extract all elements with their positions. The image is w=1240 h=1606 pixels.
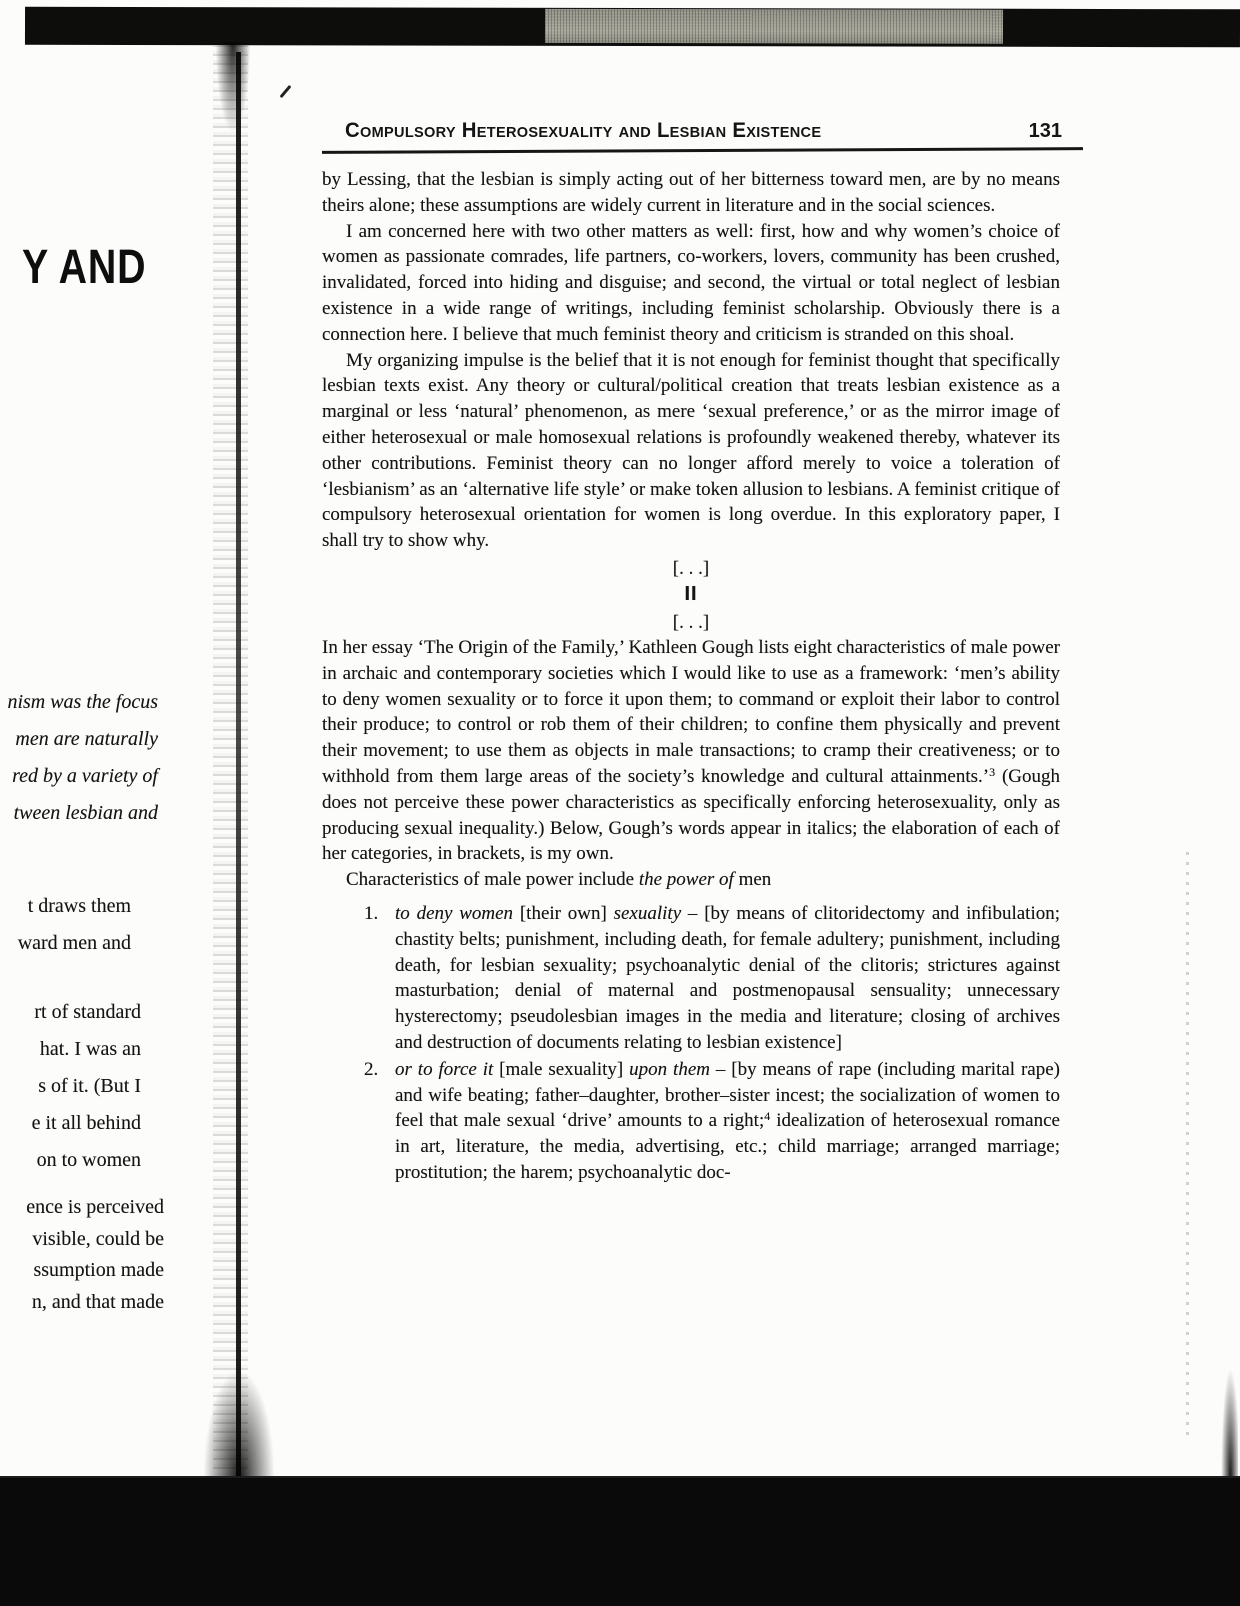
margin-fragment: men are naturally (15, 728, 158, 750)
margin-fragment: on to women (36, 1149, 141, 1171)
paragraph-text: Characteristics of male power include (346, 869, 639, 891)
italic-phrase: upon them (629, 1058, 710, 1080)
margin-fragment: tween lesbian and (13, 802, 158, 824)
margin-fragment: ence is perceived (26, 1196, 164, 1218)
margin-fragment: ward men and (17, 932, 131, 954)
list-item-text: [male sexuality] (493, 1058, 630, 1080)
paragraph (322, 635, 1060, 867)
list-item-number: 1. (364, 902, 379, 924)
paragraph-text: In her essay ‘The Origin of the Family,’ Kathleen Gough lists eight characteristics of male power in archaic and contemporary societies which I would like to use as a framework: ‘men’s ability to deny women sexuality or to force it upon them; to command or exploit their labor to control their produce; to control or rob them of their children; to confine them physically and prevent their movement; to use them as objects in male transactions; to cramp their creativeness; or to withhold from them large areas of the society’s knowledge and cultural attainments.’ (322, 636, 1060, 787)
paragraph-text: (Gough does not perceive these power characteristics as specifically enforcing heterosexuality, only as producing sexual inequality.) Below, Gough’s words appear in italics; the elaboration of each of her categories, in brackets, is my own. (322, 765, 1060, 865)
margin-fragment-group-a (0, 888, 131, 962)
book-gutter-line (236, 52, 241, 1476)
page-edge-dotted-line (1186, 845, 1189, 1435)
paragraph-list-lead (322, 867, 1060, 893)
paragraph: I am concerned here with two other matters as well: first, how and why women’s choice of women as passionate comrades, life partners, co-workers, lovers, community has been crushed, invalidated, forced into hiding and disguise; and second, the virtual or total neglect of lesbian existence in a wide range of writings, including feminist scholarship. Obviously there is a connection here. I believe that much feminist theory and criticism is stranded on this shoal. (322, 220, 1060, 345)
page-edge-shadow-right (1218, 1332, 1238, 1478)
paragraph-continuation: by Lessing, that the lesbian is simply acting out of her bitterness toward men, are by no means theirs alone; these assumptions are widely current in literature and in the social sciences. (322, 169, 1060, 216)
list-item-1 (364, 901, 1060, 1056)
margin-fragment: nism was the focus (7, 691, 158, 713)
list-item-2 (364, 1057, 1060, 1186)
ellipsis-marker: [. . .] (672, 557, 710, 579)
scan-top-bar-gray-patch (545, 9, 1003, 44)
footnote-ref-4: 4 (764, 1109, 771, 1124)
list-item-text: – [by means of rape (including marital rape) and wife beating; father–daughter, brother–sister incest; the socialization of women to feel that male sexual ‘drive’ amounts to a right; (395, 1058, 1060, 1132)
page-number: 131 (1028, 120, 1062, 142)
margin-fragment: s of it. (But I (38, 1075, 141, 1097)
margin-fragment: red by a variety of (12, 765, 158, 787)
body-text-column (322, 167, 1060, 1186)
margin-fragment-group-italic (0, 684, 158, 832)
footnote-ref-3: 3 (989, 764, 996, 779)
book-gutter-shadow-bottom (194, 1328, 284, 1478)
section-number: II (684, 582, 698, 605)
margin-fragment-group-c (0, 1192, 164, 1318)
margin-fragment-group-b (0, 994, 141, 1179)
italic-phrase: to deny women (395, 902, 514, 924)
running-header (345, 119, 1062, 143)
margin-fragment: ssumption made (33, 1259, 164, 1281)
ellipsis-marker: [. . .] (672, 611, 710, 633)
list-item-text: [their own] (513, 902, 614, 924)
italic-phrase: the power of (638, 869, 734, 891)
italic-phrase: or to force it (395, 1058, 494, 1080)
list-item-text: idealization of heterosexual romance in art, literature, the media, advertising, etc.; child marriage; arranged marriage; prostitution; the harem; psychoanalytic doc- (395, 1110, 1060, 1183)
book-gutter-shadow-top (208, 42, 258, 182)
numbered-list (322, 901, 1060, 1186)
running-header-title: Compulsory Heterosexuality and Lesbian Existence (345, 119, 822, 142)
margin-fragment: e it all behind (31, 1112, 141, 1134)
italic-phrase: sexuality (613, 902, 682, 924)
margin-fragment: t draws them (27, 895, 131, 917)
list-item-number: 2. (364, 1058, 379, 1080)
stray-ink-mark (280, 85, 292, 98)
paragraph-text: men (733, 869, 772, 891)
header-rule (322, 147, 1083, 154)
book-gutter-speckle (213, 46, 248, 1478)
facing-page-title-fragment: Y AND (22, 241, 147, 294)
margin-fragment: rt of standard (34, 1001, 141, 1023)
scan-bottom-bar (0, 1476, 1240, 1606)
margin-fragment: visible, could be (32, 1227, 164, 1250)
margin-fragment: hat. I was an (39, 1038, 141, 1060)
list-item-text: – [by means of clitoridectomy and infibulation; chastity belts; punishment, including death, for female adultery; punishment, including death, for lesbian sexuality; psychoanalytic denial of the clitoris; strictures against masturbation; denial of maternal and postmenopausal sensuality; unnecessary hysterectomy; pseudolesbian images in the media and literature; closing of archives and destruction of documents relating to lesbian existence] (395, 902, 1060, 1053)
margin-fragment: n, and that made (31, 1290, 164, 1313)
paragraph: My organizing impulse is the belief that it is not enough for feminist thought that specifically lesbian texts exist. Any theory or cultural/political creation that treats lesbian existence as a marginal or less ‘natural’ phenomenon, as mere ‘sexual preference,’ or as the mirror image of either heterosexual or male homosexual relations is profoundly weakened thereby, whatever its other contributions. Feminist theory can no longer afford merely to voice a toleration of ‘lesbianism’ as an ‘alternative life style’ or make token allusion to lesbians. A feminist critique of compulsory heterosexual orientation for women is long overdue. In this exploratory paper, I shall try to show why. (322, 349, 1060, 552)
